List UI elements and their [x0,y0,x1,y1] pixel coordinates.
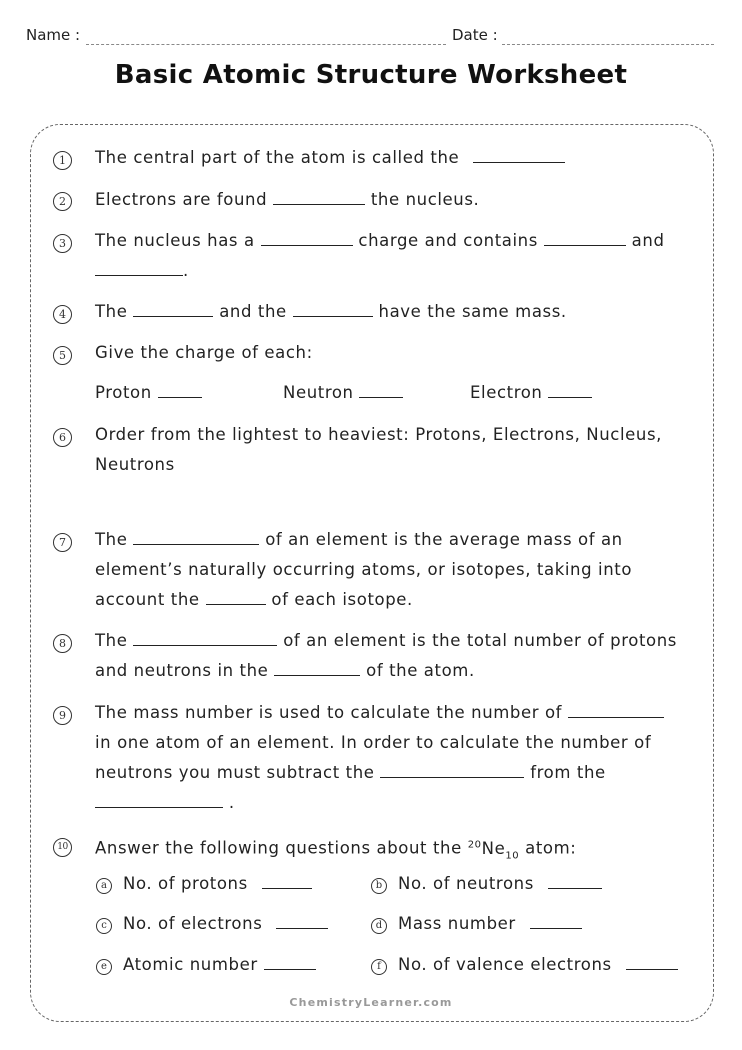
answer-blank[interactable] [274,662,360,676]
answer-blank[interactable] [133,632,277,646]
name-label: Name : [26,26,81,44]
answer-blank[interactable] [473,149,565,163]
question-number-2: 2 [53,192,72,211]
electron-charge: Electron [470,378,670,408]
footer-watermark: ChemistryLearner.com [289,996,453,1009]
question-number-5: 5 [53,346,72,365]
header [26,26,716,48]
date-label: Date : [452,26,498,44]
answer-blank[interactable] [626,956,678,970]
answer-blank[interactable] [380,764,524,778]
option-letter-e: e [96,959,112,975]
answer-blank[interactable] [568,704,664,718]
sub-question-b: No. of neutrons [398,874,602,893]
question-number-1: 1 [53,151,72,170]
answer-blank[interactable] [273,191,365,205]
answer-blank[interactable] [158,384,202,398]
sub-question-d: Mass number [398,914,582,933]
answer-blank[interactable] [530,915,582,929]
neutron-charge: Neutron [283,378,463,408]
answer-blank[interactable] [133,303,213,317]
answer-blank[interactable] [206,591,266,605]
answer-blank[interactable] [293,303,373,317]
option-letter-f: f [371,959,387,975]
question-number-8: 8 [53,634,72,653]
answer-blank[interactable] [276,915,328,929]
question-6: Order from the lightest to heaviest: Protons, Electrons, Nucleus, Neutrons [95,425,662,474]
question-5: Give the charge of each: [95,343,313,362]
question-7: The of an element is the average mass of an element’s naturally occurring atoms, or isotopes, taking into account the of each isotope. [95,530,633,609]
answer-blank[interactable] [262,875,312,889]
sub-question-f: No. of valence electrons [398,955,678,974]
date-field[interactable] [502,44,714,45]
option-letter-a: a [96,878,112,894]
sub-question-a: No. of protons [123,874,312,893]
answer-blank[interactable] [95,262,183,276]
question-number-10: 10 [53,838,72,857]
answer-blank[interactable] [133,531,259,545]
question-number-4: 4 [53,305,72,324]
question-9: The mass number is used to calculate the number of in one atom of an element. In order to calculate the number of neutrons you must subtract the from the . [95,698,705,818]
question-3: The nucleus has a charge and contains and . [95,231,665,280]
name-field[interactable] [86,44,446,45]
page-title: Basic Atomic Structure Worksheet [114,60,628,90]
answer-blank[interactable] [544,232,626,246]
answer-blank[interactable] [548,384,592,398]
question-number-9: 9 [53,706,72,725]
question-10: Answer the following questions about the $^{20}Ne_{10}$ atom: [95,838,577,861]
sub-question-e: Atomic number [123,955,316,974]
answer-blank[interactable] [359,384,403,398]
answer-blank[interactable] [95,794,223,808]
option-letter-c: c [96,918,112,934]
proton-charge: Proton [95,378,285,408]
question-4: The and the have the same mass. [95,302,567,321]
answer-blank[interactable] [264,956,316,970]
answer-blank[interactable] [548,875,602,889]
option-letter-d: d [371,918,387,934]
question-8: The of an element is the total number of protons and neutrons in the of the atom. [95,631,677,680]
question-2: Electrons are found the nucleus. [95,190,480,209]
answer-blank[interactable] [261,232,353,246]
question-number-6: 6 [53,428,72,447]
question-number-3: 3 [53,234,72,253]
option-letter-b: b [371,878,387,894]
question-number-7: 7 [53,533,72,552]
question-1: The central part of the atom is called the [95,143,705,173]
isotope-notation: $^{20}Ne_{10}$ [467,838,520,861]
sub-question-c: No. of electrons [123,914,328,933]
